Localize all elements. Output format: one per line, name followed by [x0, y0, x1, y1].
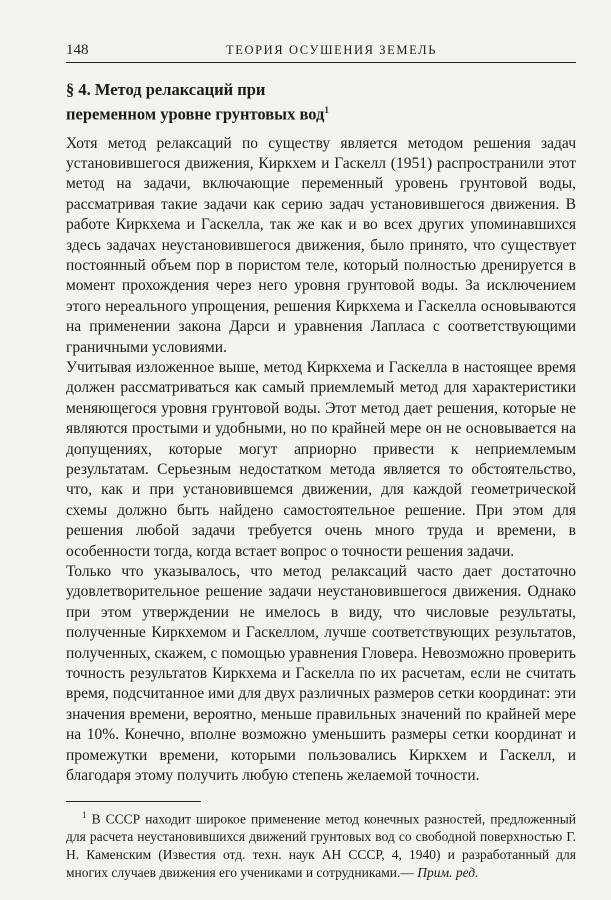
- paragraph-2: Учитывая изложенное выше, метод Киркхема и Гаскелла в настоящее время должен рассматриваться как самый приемлемый метод для характеристики меняющегося уровня грунтовой воды. Этот метод дает решения, которые не являются простыми и удобными, но по крайней мере он не основывается на допущениях, которые могут априорно привести к неприемлемым результатам. Серьезным недостатком метода является то обстоятельство, что, как и при установившемся движении, для каждой геометрической схемы должно быть найдено самостоятельное решение. При этом для решения любой задачи требуется очень много труда и времени, в особенности тогда, когда встает вопрос о точности решения задачи.: [66, 358, 576, 560]
- section-title-line2: [66, 100, 576, 125]
- page-number: 148: [66, 42, 89, 58]
- footnote: [66, 806, 576, 883]
- running-title: ТЕОРИЯ ОСУШЕНИЯ ЗЕМЕЛЬ: [226, 43, 438, 57]
- body-text: [66, 134, 576, 787]
- footnote-attribution: Прим. ред.: [417, 865, 479, 880]
- paragraph-1: Хотя метод релаксаций по существу является методом решения задач установившегося движения, Киркхем и Гаскелл (1951) распространили этот метод на задачи, включающие переменный уровень грунтовой воды, рассматривая такие задачи как серию задач установившегося движения. В работе Киркхема и Гаскелла, так же как и во всех других упоминавшихся здесь задачах неустановившегося движения, было принято, что существует постоянный объем пор в пористом теле, который полностью дренируется в момент прохождения через него уровня грунтовой воды. За исключением этого нереального упрощения, решения Киркхема и Гаскелла основываются на применении закона Дарси и уравнения Лапласа с соответствующими граничными условиями.: [66, 134, 576, 356]
- footnote-mark: 1: [82, 809, 87, 820]
- book-page: [66, 40, 576, 882]
- section-title-line1: § 4. Метод релаксаций при: [66, 80, 266, 99]
- section-title-line2-text: переменном уровне грунтовых вод: [66, 104, 325, 124]
- page-header: [66, 40, 576, 62]
- footnote-rule: [66, 801, 201, 802]
- footnote-reference: 1: [324, 105, 329, 115]
- paragraph-3: Только что указывалось, что метод релаксаций часто дает достаточно удовлетворительное решение задачи неустановившегося движения. Однако при этом утверждении не имелось в виду, что числовые результаты, полученные Киркхемом и Гаскеллом, лучше соответствующих результатов, полученных, скажем, с помощью уравнения Гловера. Невозможно проверить точность результатов Киркхема и Гаскелла по их расчетам, если не считать время, подсчитанное ими для двух различных размеров сетки координат: эти значения времени, вероятно, меньше правильных значений по крайней мере на 10%. Конечно, вполне возможно уменьшить размеры сетки координат и промежутки времени, которыми пользовались Киркхем и Гаскелл, и благодаря этому получить любую степень желаемой точности.: [66, 563, 576, 785]
- header-rule: [66, 62, 576, 63]
- footnote-text: В СССР находит широкое применение метод конечных разностей, предложенный для расчета неустановившихся движений грунтовых вод со свободной поверхностью Г. Н. Каменским (Известия отд. техн. наук АН СССР, 4, 1940) и разработанный для многих случаев движения его учениками и сотрудниками.—: [66, 811, 577, 880]
- section-heading: [66, 79, 576, 125]
